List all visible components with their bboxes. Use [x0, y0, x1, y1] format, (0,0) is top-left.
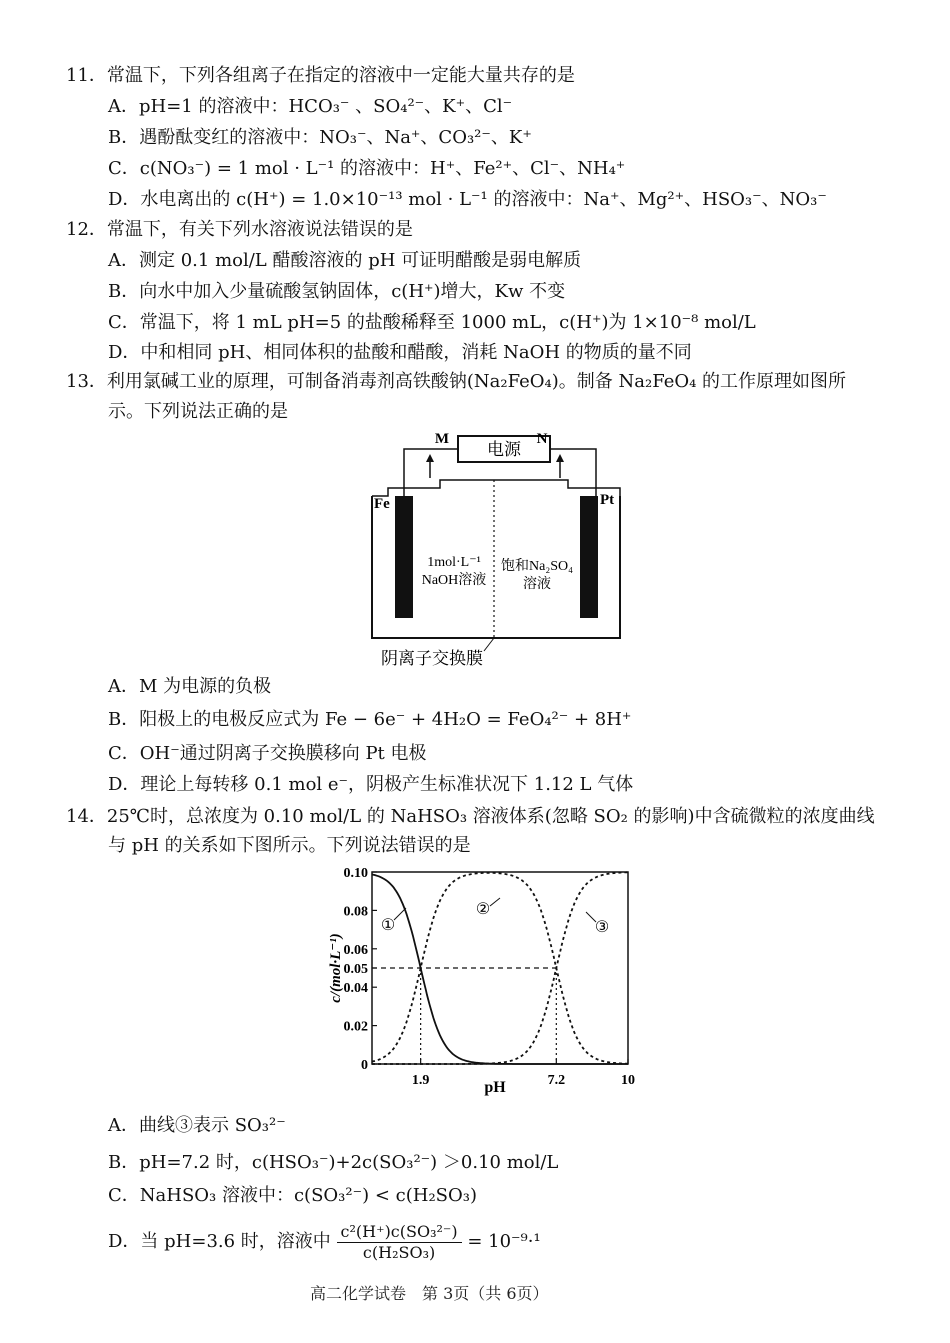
- y-tick-label: 0: [361, 1058, 368, 1073]
- left-solution-line2: NaOH溶液: [421, 573, 487, 588]
- y-axis-label: c/(mol·L⁻¹): [328, 933, 344, 1003]
- q11-option-c: C．c(NO₃⁻) = 1 mol · L⁻¹ 的溶液中：H⁺、Fe²⁺、Cl⁻、NH₄⁺: [108, 158, 626, 179]
- fe-electrode: [395, 496, 413, 618]
- q13-stem-line2: 示。下列说法正确的是: [108, 401, 288, 422]
- right-solution-line1: 饱和Na₂SO₄: [501, 559, 573, 574]
- electrolysis-diagram: [360, 426, 630, 671]
- q14-option-c: C．NaHSO₃ 溶液中：c(SO₃²⁻) < c(H₂SO₃): [108, 1185, 477, 1206]
- terminal-n-label: N: [536, 431, 548, 447]
- y-tick-label: 0.08: [343, 904, 368, 920]
- q13-option-d: D．理论上每转移 0.1 mol e⁻，阴极产生标准状况下 1.12 L 气体: [108, 774, 634, 795]
- fraction-numerator: c²(H⁺)c(SO₃²⁻): [337, 1222, 462, 1243]
- q14-option-d-fraction: [337, 1222, 462, 1263]
- fraction-denominator: c(H₂SO₃): [362, 1242, 436, 1262]
- q14-option-d-result: = 10⁻⁹·¹: [467, 1231, 541, 1252]
- right-solution-line2: 溶液: [523, 577, 551, 592]
- q14-option-b: B．pH=7.2 时，c(HSO₃⁻)+2c(SO₃²⁻) ＞0.10 mol/L: [108, 1152, 559, 1173]
- q12-option-c: C．常温下，将 1 mL pH=5 的盐酸稀释至 1000 mL，c(H⁺)为 1×10⁻⁸ mol/L: [108, 312, 756, 333]
- q14-option-d-prefix: D．当 pH=3.6 时，溶液中: [108, 1231, 331, 1252]
- q12-stem: 12．常温下，有关下列水溶液说法错误的是: [66, 219, 413, 240]
- curve-2-pointer: [490, 898, 500, 906]
- q12-option-a: A．测定 0.1 mol/L 醋酸溶液的 pH 可证明醋酸是弱电解质: [108, 250, 582, 271]
- q14-option-d: [108, 1220, 541, 1264]
- wire-right: [550, 449, 596, 496]
- q14-stem-line1: 14．25℃时，总浓度为 0.10 mol/L 的 NaHSO₃ 溶液体系(忽略 SO₂ 的影响)中含硫微粒的浓度曲线: [66, 806, 875, 827]
- y-tick-label: 0.10: [343, 866, 368, 881]
- x-axis-label: pH: [484, 1079, 506, 1096]
- curve-1: [372, 874, 628, 1064]
- y-tick-label: 0.02: [343, 1019, 368, 1035]
- terminal-m-label: M: [434, 431, 450, 447]
- x-tick-label: 10: [621, 1073, 635, 1088]
- q11-option-a: A．pH=1 的溶液中：HCO₃⁻ 、SO₄²⁻、K⁺、Cl⁻: [108, 96, 513, 117]
- concentration-ph-chart: [320, 858, 650, 1103]
- q14-option-a: A．曲线③表示 SO₃²⁻: [108, 1115, 286, 1136]
- q14-stem-line2: 与 pH 的关系如下图所示。下列说法错误的是: [108, 835, 471, 856]
- pt-electrode: [580, 496, 598, 618]
- curve-3-pointer: [586, 912, 596, 922]
- q12-option-b: B．向水中加入少量硫酸氢钠固体，c(H⁺)增大，Kw 不变: [108, 281, 566, 302]
- membrane-label: 阴离子交换膜: [381, 649, 483, 668]
- y-tick-label: 0.04: [343, 981, 368, 997]
- curve-1-pointer: [394, 908, 406, 920]
- curve-label-2: ②: [475, 901, 491, 918]
- y-tick-label: 0.06: [343, 942, 368, 958]
- x-tick-label: 1.9: [411, 1073, 430, 1088]
- fe-label: Fe: [374, 496, 390, 512]
- q13-option-c: C．OH⁻通过阴离子交换膜移向 Pt 电极: [108, 743, 427, 764]
- q13-option-b: B．阳极上的电极反应式为 Fe − 6e⁻ + 4H₂O = FeO₄²⁻ + 8H⁺: [108, 709, 632, 730]
- curve-label-3: ③: [594, 919, 610, 936]
- q13-option-a: A．M 为电源的负极: [108, 676, 272, 697]
- x-tick-label: 7.2: [547, 1073, 566, 1088]
- page-footer: 高二化学试卷 第 3页（共 6页）: [310, 1284, 549, 1303]
- q12-option-d: D．中和相同 pH、相同体积的盐酸和醋酸，消耗 NaOH 的物质的量不同: [108, 342, 692, 363]
- left-solution-line1: 1mol·L⁻¹: [427, 555, 481, 570]
- y-tick-label: 0.05: [343, 962, 368, 977]
- pt-label: Pt: [600, 492, 615, 508]
- q11-stem: 11．常温下，下列各组离子在指定的溶液中一定能大量共存的是: [66, 65, 575, 86]
- membrane-pointer: [484, 638, 494, 651]
- q11-option-d: D．水电离出的 c(H⁺) = 1.0×10⁻¹³ mol · L⁻¹ 的溶液中：Na⁺、Mg²⁺、HSO₃⁻、NO₃⁻: [108, 189, 827, 210]
- cell-lid: [372, 480, 620, 496]
- power-source-label: 电源: [487, 440, 521, 459]
- q13-stem-line1: 13．利用氯碱工业的原理，可制备消毒剂高铁酸钠(Na₂FeO₄)。制备 Na₂FeO₄ 的工作原理如图所: [66, 371, 847, 392]
- q11-option-b: B．遇酚酞变红的溶液中：NO₃⁻、Na⁺、CO₃²⁻、K⁺: [108, 127, 532, 148]
- curve-label-1: ①: [380, 917, 396, 934]
